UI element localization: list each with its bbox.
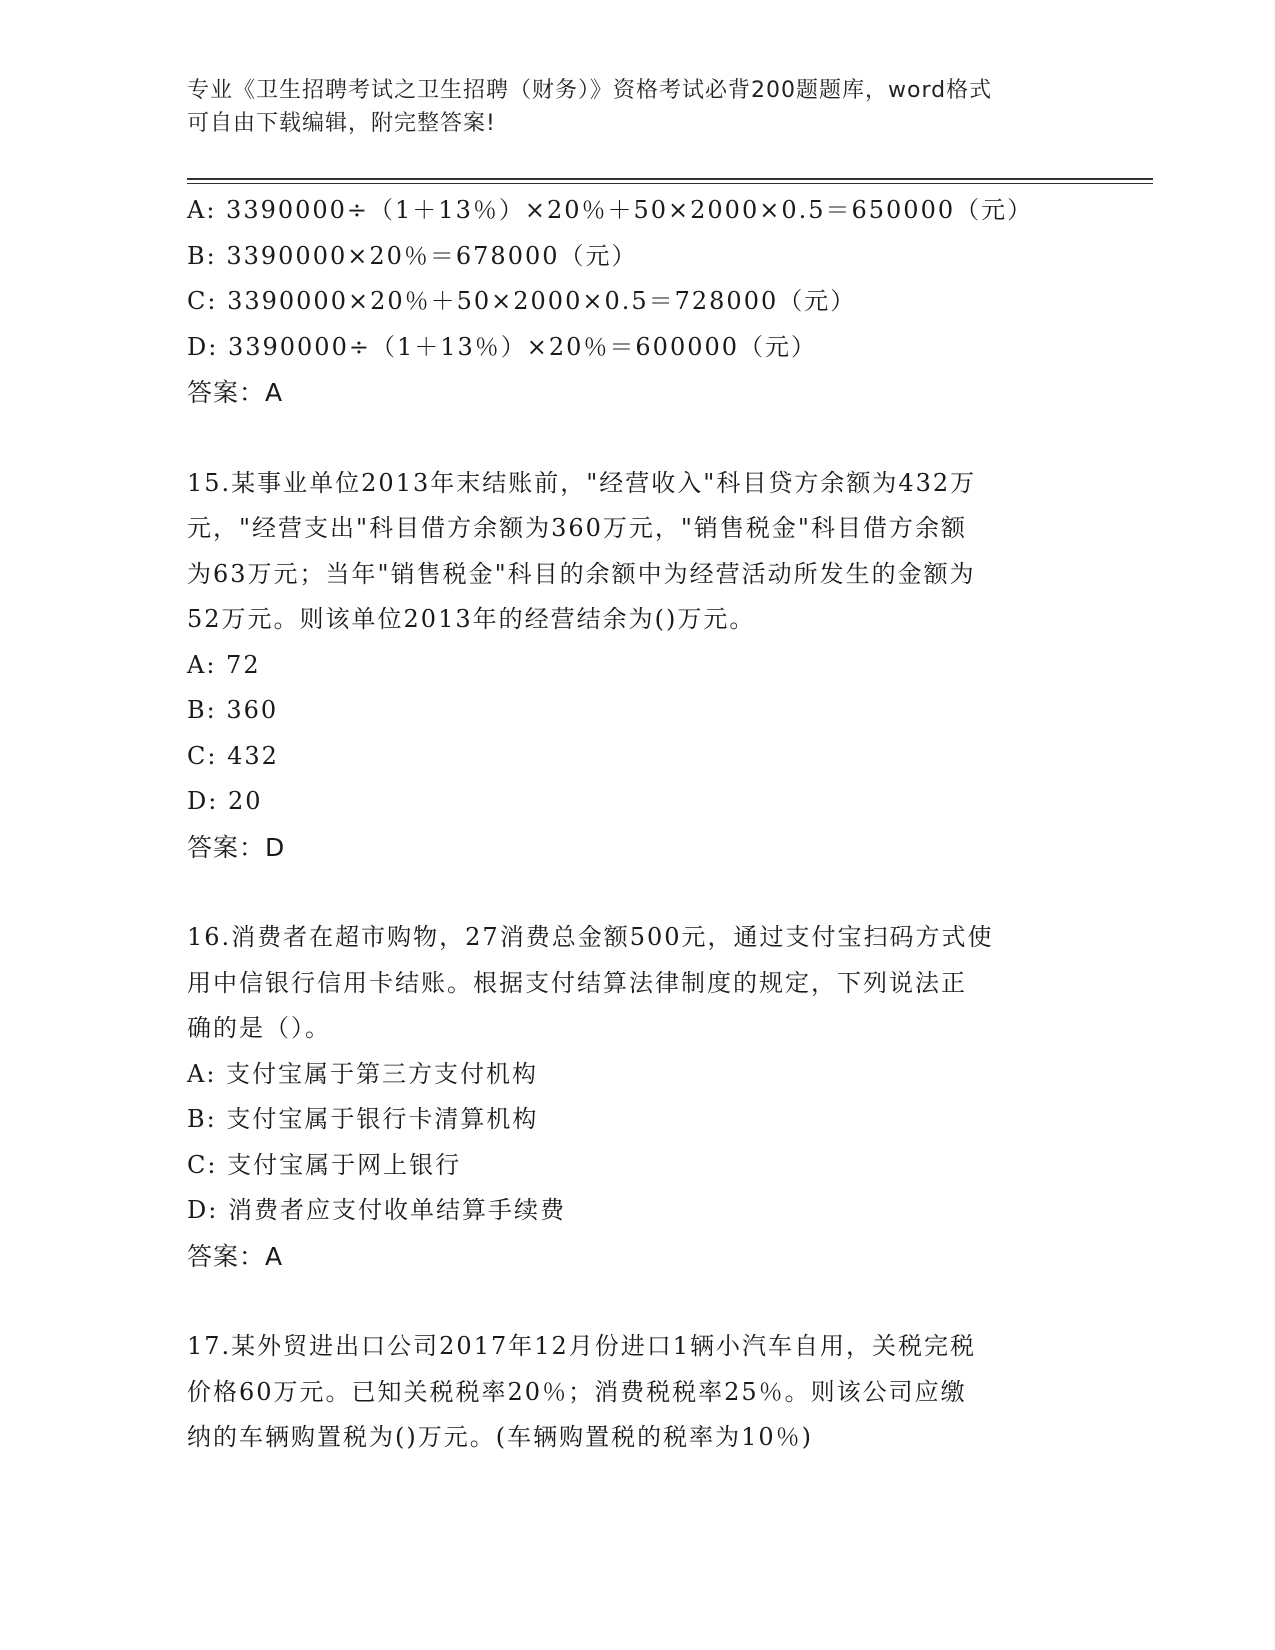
question-stem-line: 价格60万元。已知关税税率20％；消费税税率25％。则该公司应缴 <box>187 1377 967 1406</box>
option-a: A: 72 <box>187 650 261 679</box>
header-line-2: 可自由下载编辑，附完整答案! <box>187 111 496 136</box>
question-stem-line: 纳的车辆购置税为()万元。(车辆购置税的税率为10％) <box>187 1423 813 1451</box>
option-d: D: 20 <box>187 787 263 815</box>
question-15 <box>187 461 1087 871</box>
option-c: C: 3390000×20％＋50×2000×0.5＝728000（元） <box>187 287 857 315</box>
header-divider-thin <box>187 183 1153 184</box>
question-stem-line: 15.某事业单位2013年末结账前，"经营收入"科目贷方余额为432万 <box>187 468 977 497</box>
option-b: B: 3390000×20％＝678000（元） <box>187 241 638 270</box>
spacer <box>187 1279 1087 1324</box>
option-b: B: 360 <box>187 696 279 724</box>
question-stem-line: 确的是（）。 <box>187 1014 331 1042</box>
question-stem-line: 用中信银行信用卡结账。根据支付结算法律制度的规定，下列说法正 <box>187 968 967 997</box>
option-c: C: 432 <box>187 741 279 770</box>
answer: 答案：A <box>187 378 284 407</box>
question-stem-line: 52万元。则该单位2013年的经营结余为()万元。 <box>187 605 756 633</box>
question-14-continued <box>187 188 1087 416</box>
document-header <box>187 74 1087 140</box>
question-17 <box>187 1324 1087 1461</box>
option-d: D: 3390000÷（1＋13％）×20％＝600000（元） <box>187 332 818 361</box>
header-divider-thick <box>187 178 1153 180</box>
spacer <box>187 870 1087 915</box>
answer: 答案：D <box>187 832 286 862</box>
question-stem-line: 元，"经营支出"科目借方余额为360万元，"销售税金"科目借方余额 <box>187 514 967 542</box>
option-a: A: 3390000÷（1＋13％）×20％＋50×2000×0.5＝650000（元） <box>187 196 1034 224</box>
option-d: D: 消费者应支付收单结算手续费 <box>187 1196 566 1224</box>
question-stem-line: 17.某外贸进出口公司2017年12月份进口1辆小汽车自用，关税完税 <box>187 1332 977 1360</box>
question-stem-line: 16.消费者在超市购物，27消费总金额500元，通过支付宝扫码方式使 <box>187 923 994 951</box>
question-stem-line: 为63万元；当年"销售税金"科目的余额中为经营活动所发生的金额为 <box>187 559 976 588</box>
option-a: A: 支付宝属于第三方支付机构 <box>187 1059 539 1088</box>
answer: 答案：A <box>187 1241 284 1271</box>
document-body <box>187 188 1087 1461</box>
question-16 <box>187 915 1087 1279</box>
header-line-1: 专业《卫生招聘考试之卫生招聘（财务）》资格考试必背200题题库，word格式 <box>187 78 993 103</box>
option-b: B: 支付宝属于银行卡清算机构 <box>187 1105 539 1133</box>
spacer <box>187 416 1087 461</box>
option-c: C: 支付宝属于网上银行 <box>187 1150 462 1179</box>
